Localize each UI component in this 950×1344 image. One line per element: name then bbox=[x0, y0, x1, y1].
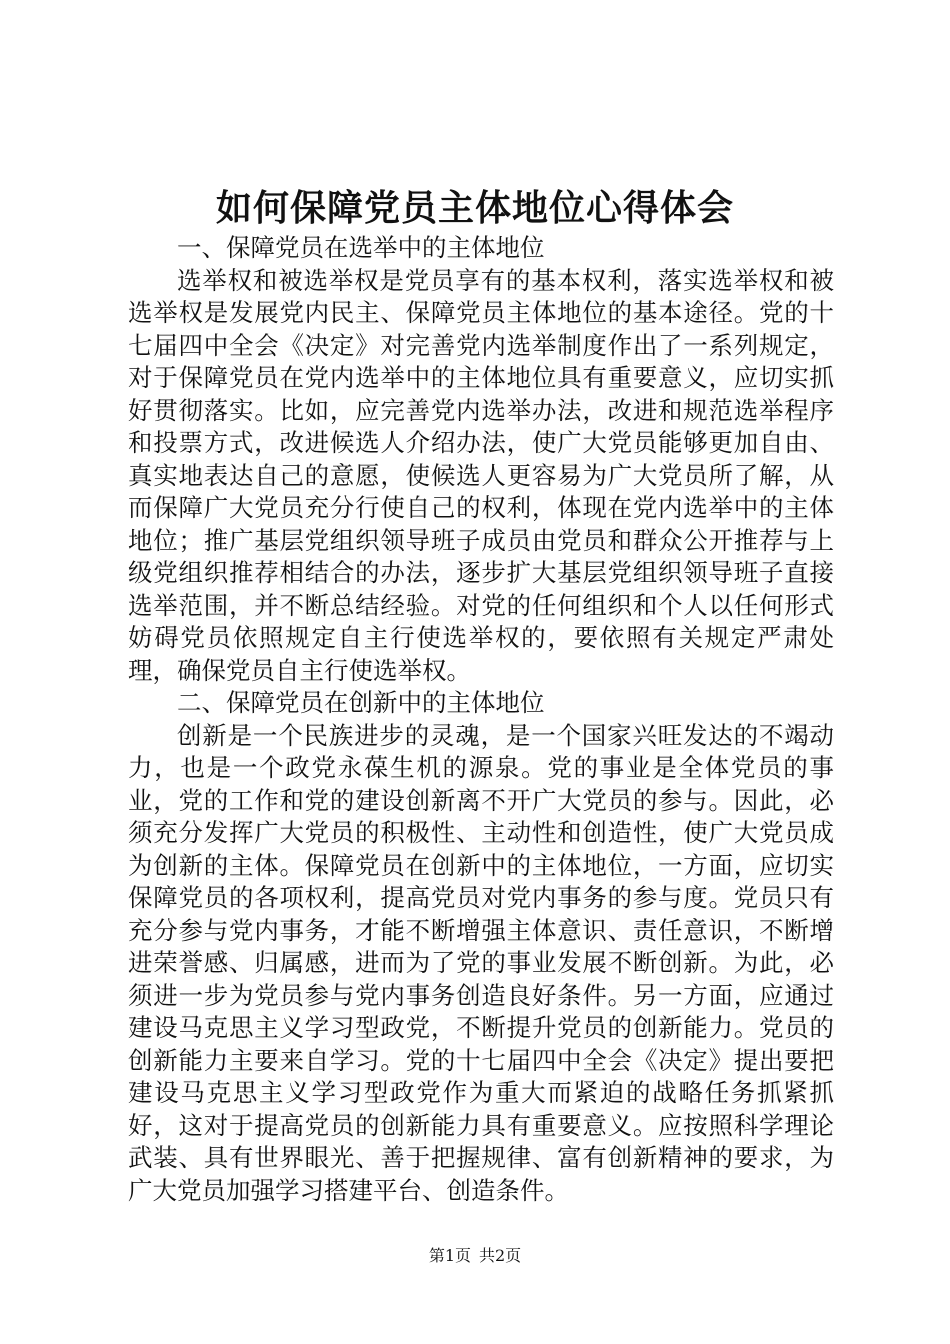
document-body bbox=[128, 232, 834, 1207]
document-title: 如何保障党员主体地位心得体会 bbox=[215, 187, 734, 229]
section-paragraph-election: 选举权和被选举权是党员享有的基本权利，落实选举权和被选举权是发展党内民主、保障党员主体地位的基本途径。党的十七届四中全会《决定》对完善党内选举制度作出了一系列规定，对于保障党员在党内选举中的主体地位具有重要意义，应切实抓好贯彻落实。比如，应完善党内选举办法，改进和规范选举程序和投票方式，改进候选人介绍办法，使广大党员能够更加自由、真实地表达自己的意愿，使候选人更容易为广大党员所了解，从而保障广大党员充分行使自己的权利，体现在党内选举中的主体地位；推广基层党组织领导班子成员由党员和群众公开推荐与上级党组织推荐相结合的办法，逐步扩大基层党组织领导班子直接选举范围，并不断总结经验。对党的任何组织和个人以任何形式妨碍党员依照规定自主行使选举权的，要依照有关规定严肃处理，确保党员自主行使选举权。 bbox=[128, 265, 834, 685]
page-total: 共2页 bbox=[479, 1246, 522, 1265]
page-number: 第1页 bbox=[428, 1246, 471, 1265]
section-heading-innovation: 二、保障党员在创新中的主体地位 bbox=[177, 688, 545, 717]
page-footer bbox=[0, 1244, 950, 1268]
section-paragraph-innovation: 创新是一个民族进步的灵魂，是一个国家兴旺发达的不竭动力，也是一个政党永葆生机的源泉。党的事业是全体党员的事业，党的工作和党的建设创新离不开广大党员的参与。因此，必须充分发挥广大党员的积极性、主动性和创造性，使广大党员成为创新的主体。保障党员在创新中的主体地位，一方面，应切实保障党员的各项权利，提高党员对党内事务的参与度。党员只有充分参与党内事务，才能不断增强主体意识、责任意识，不断增进荣誉感、归属感，进而为了党的事业发展不断创新。为此，必须进一步为党员参与党内事务创造良好条件。另一方面，应通过建设马克思主义学习型政党，不断提升党员的创新能力。党员的创新能力主要来自学习。党的十七届四中全会《决定》提出要把建设马克思主义学习型政党作为重大而紧迫的战略任务抓紧抓好，这对于提高党员的创新能力具有重要意义。应按照科学理论武装、具有世界眼光、善于把握规律、富有创新精神的要求，为广大党员加强学习搭建平台、创造条件。 bbox=[128, 720, 834, 1205]
section-heading-election: 一、保障党员在选举中的主体地位 bbox=[177, 233, 545, 262]
